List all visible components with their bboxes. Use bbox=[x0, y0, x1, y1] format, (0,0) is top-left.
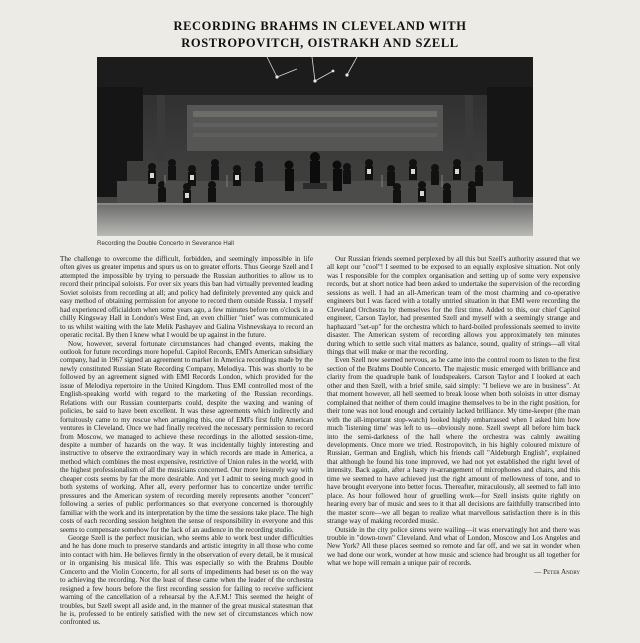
orchestra-photo-illustration bbox=[97, 57, 533, 236]
article-title bbox=[0, 18, 640, 52]
article-body bbox=[60, 255, 580, 627]
author-signature: — Peter Andry bbox=[534, 567, 580, 576]
title-line-1: RECORDING BRAHMS IN CLEVELAND WITH bbox=[173, 19, 467, 33]
article-paragraph: Our Russian friends seemed perplexed by all this but Szell's authority assured that we all kept our "cool"! I seemed to be exposed to an equally explosive situation. Not only was I responsible for the complex organisation and setting up of some very expensive records, but at short notice had been asked to undertake the supervision of the recording sessions as well. I had an all-American team of the most charming and co-operative engineers but I was faced with a totally untried situation in that EMI were recording the Cleveland Orchestra by themselves for the first time. Added to this, our chief Capitol engineer, Carson Taylor, had presented Szell and myself with a seemingly strange and haphazard "set-up" for the orchestra which to hard-boiled professionals seemed to invite disaster. The American system of recording allows you approximately ten minutes during which to settle such vital matters as balance, sound, quality of strings—all vital things that will make or mar the recording. bbox=[327, 255, 580, 356]
orchestra-photo bbox=[97, 57, 533, 236]
title-line-2: ROSTROPOVITCH, OISTRAKH AND SZELL bbox=[181, 36, 459, 50]
photo-caption: Recording the Double Concerto in Severance Hall bbox=[97, 240, 234, 247]
article-paragraph: Outside in the city police sirens were wailing—it was enervatingly hot and there was trouble in "down-town" Cleveland. And what of London, Moscow and Los Angeles and New York? All these places seemed so remote and far off, and we sat in wonder when we had done our work, wonder at how music and science had brought us all together for what we hope will remain a unique pair of records. bbox=[327, 525, 580, 568]
article-paragraph: Now, however, several fortunate circumstances had changed events, making the outlook for future recordings more hopeful. Capitol Records, EMI's American subsidiary company, had in 1967 signed an agreement to market in America recordings made by the newly constituted Russian State Recording Company, Melodiya. This was shortly to be followed by an agreement signed with EMI Records London, which provided for the issue of Melodiya repertoire in the United Kingdom. Thus EMI controlled most of the English-speaking world with regard to the marketing of the Russian recordings. Relations with our Russian counterparts could, despite the waxing and waning of policies, be said to have been excellent. It was these agreements which indirectly and fortuitously came to my rescue when arranging this, one of EMI's first fully American ventures in Cleveland. Once we had finally received the necessary permission to record from Moscow, we managed to achieve these recordings in the allotted session-time, despite a number of hazards on the way. It was incidentally highly interesting and instructive to observe the extraordinary way in which records are made in America, a method which combines the most expensive, restrictive of Union rules in the world, with the highest professionalism of all the musicians concerned. Our more leisurely way with cheaper costs seems by far the more desirable. And yet I admit to seeing much good in both systems of working. After all, every performer has to concertize under terrific pressures and the American system of recording merely represents another "concert" following a series of public performances so that everyone concerned is thoroughly familiar with the work and its interpretation by the time the sessions take place. The high costs of each recording session heighten the sense of responsibility in everyone and this seems to compensate somehow for the lack of an audience in the recording studio. bbox=[60, 339, 313, 534]
article-paragraph: Even Szell now seemed nervous, as he came into the control room to listen to the first section of the Brahms Double Concerto. The majestic music emerged with brilliance and clarity from the quadruple bank of loudspeakers. Carson Taylor and I looked at each other and then Szell, with a brief smile, said simply: "I believe we are in business". At that moment however, all hell seemed to break loose when both soloists in utter dismay complained that neither of them could imagine themselves to be in the right position, for their tone was not loud enough and certainly lacked brilliance. My time-keeper (the man with the all-important stop-watch) looked highly embarrassed when I asked him how much 'listening time' was left to us—obviously none. Szell swept all before him back into the semi-darkness of the hall where the orchestra was calmly awaiting developments. Once more we tried. Rostropovitch, in his highly coloured mixture of Russian, German and English, which his friends call "Aldeburgh English", explained that although he found his tone improved, we had not yet established the right level of intensity. Back again, after a hasty re-arrangement of microphones and chairs, and this time we seemed to have achieved just the right amount of mellowness of tone, and to have brought everyone into better focus. Thereafter, miraculously, all seemed to fall into place. As hour followed hour of gruelling work—for Szell insists quite rightly on hearing every bar of music and sees to it that all decisions are faithfully transcribed into the master score—we all began to realize what marvellous satisfaction there is in this strange way of making recorded music. bbox=[327, 356, 580, 526]
article-paragraph: The challenge to overcome the difficult, forbidden, and seemingly impossible in life often gives us greater impetus and spurs us on to greater efforts. Thus George Szell and I attempted the impossible by trying to persuade the Russian authorities to allow us to record their principal soloists. For over six years this ban had virtually prevented leading Soviet soloists from recording at all; and policy had definitely prevented any quick and easy method of obtaining permission for anyone to record them outside Russia. I myself had experienced officialdom when some years ago, a few minutes before ten o'clock in a chilly Kingsway Hall in London's West End, an even chillier "niet" was communicated to us whilst waiting with the late Melik Pashayev and Galina Vishnevskaya to record an operatic recital. By then I knew what I would be up against in the future. bbox=[60, 255, 313, 340]
article-paragraph: George Szell is the perfect musician, who seems able to work best under difficulties and he has done much to preserve standards and artistic integrity in all those who come into contact with him. He believes firmly in the observation of every detail, be it musical or in organising his musical life. This was especially so with the Brahms Double Concerto and the Violin Concerto, for all sorts of impediments had beset us on the way to achieving the recording. Not the least of these came when the leader of the orchestra resigned a few hours before the first recording session for failing to receive sufficient warning of the cancellation of a rehearsal by the A.F.M.! This seemed the height of troubles, but Szell swept all aside and, in the manner of the great musical statesman that he is, professed to be entirely satisfied with the new set of circumstances which now confronted us. bbox=[60, 533, 313, 627]
